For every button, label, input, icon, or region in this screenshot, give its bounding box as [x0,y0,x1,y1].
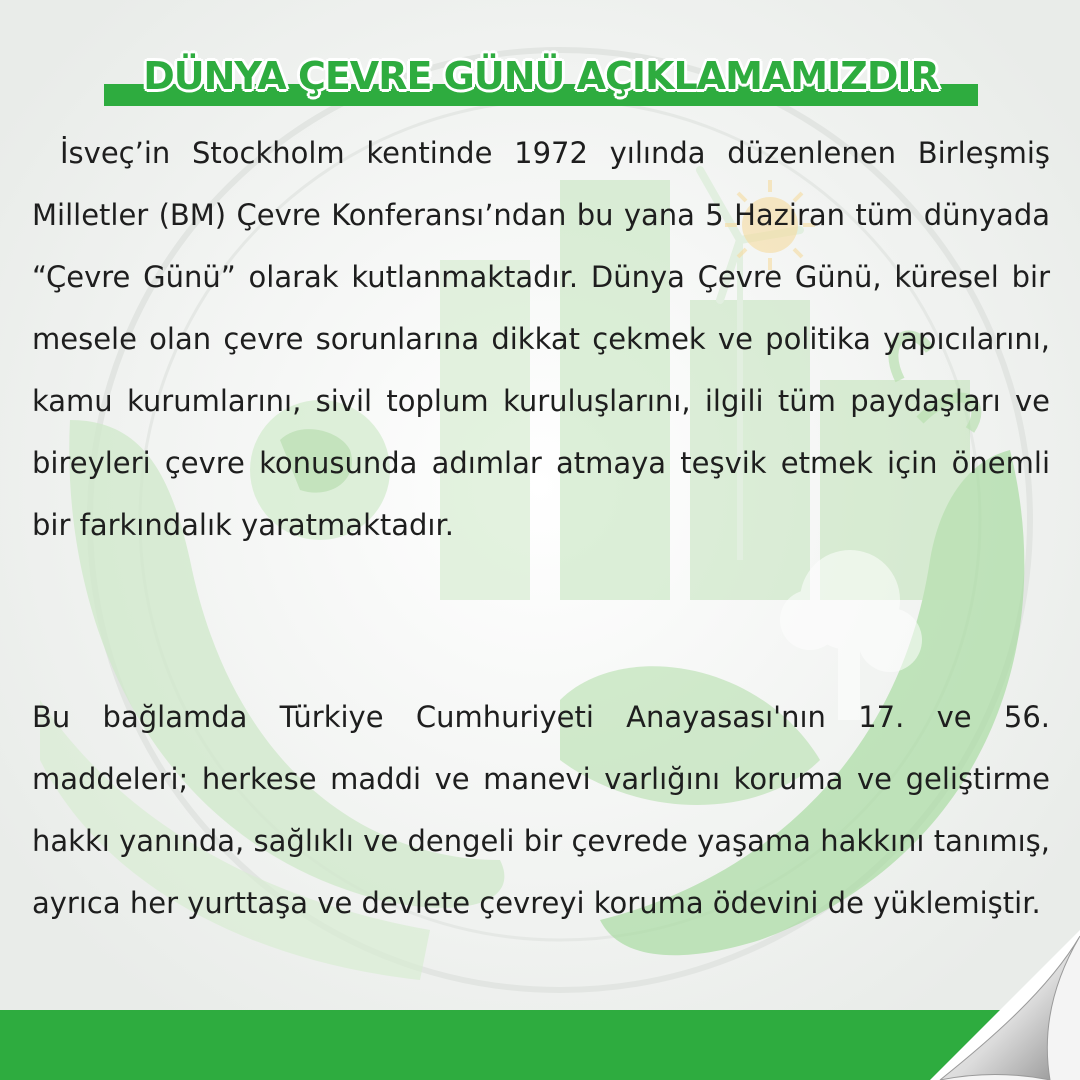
page-title: DÜNYA ÇEVRE GÜNÜ AÇIKLAMAMIZDIR [143,54,939,98]
paragraph-1: İsveç’in Stockholm kentinde 1972 yılında düzenlenen Birleşmiş Milletler (BM) Çevre Konferansı’ndan bu yana 5 Haziran tüm dünyada “Çevre Günü” olarak kutlanmaktadır. Dünya Çevre Günü, küresel bir mesele olan çevre sorunlarına dikkat çekmek ve politika yapıcılarını, kamu kurumlarını, sivil toplum kuruluşlarını, ilgili tüm paydaşları ve bireyleri çevre konusunda adımlar atmaya teşvik etmek için önemli bir farkındalık yaratmaktadır. [32,136,1050,542]
paragraph-2: Bu bağlamda Türkiye Cumhuriyeti Anayasası'nın 17. ve 56. maddeleri; herkese maddi ve manevi varlığını koruma ve geliştirme hakkı yanında, sağlıklı ve dengeli bir çevrede yaşama hakkını tanımış, ayrıca her yurttaşa ve devlete çevreyi koruma ödevini de yüklemiştir. [32,700,1050,920]
footer-bar [0,1010,1080,1080]
title-banner [104,50,978,114]
page-curl [930,930,1080,1080]
